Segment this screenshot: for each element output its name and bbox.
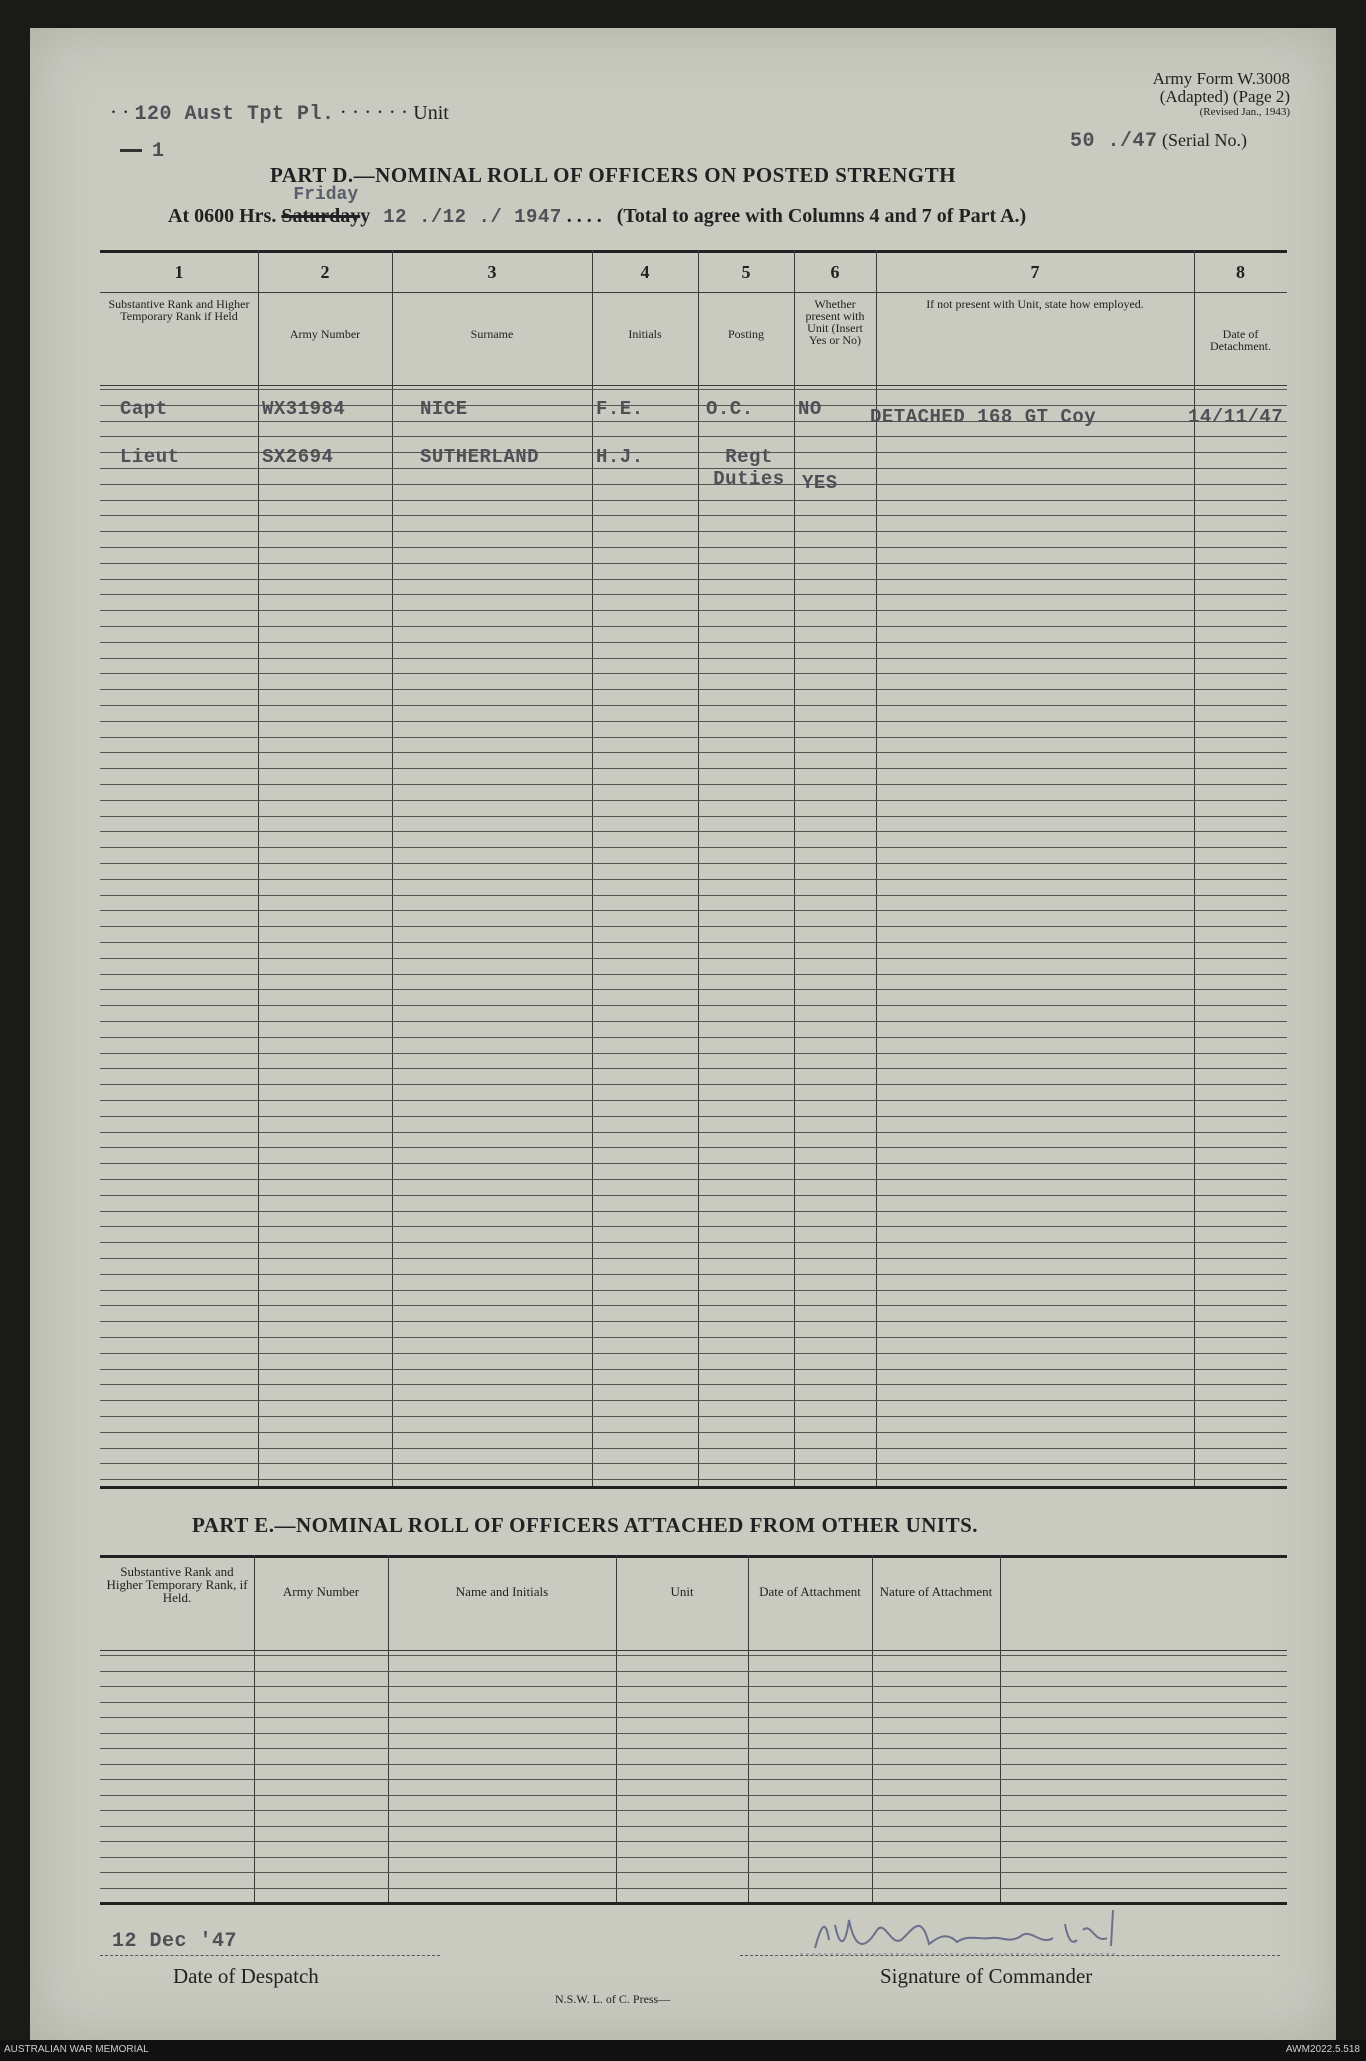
ruled-line (100, 847, 1287, 848)
ruled-line (100, 942, 1287, 943)
part-e-column-divider (748, 1555, 749, 1902)
form-adapted: (Adapted) (Page 2) (1159, 87, 1290, 106)
ruled-line (100, 515, 1287, 516)
part-e-title: PART E.—NOMINAL ROLL OF OFFICERS ATTACHED FROM OTHER UNITS. (192, 1513, 979, 1537)
part-e-ruled-line (100, 1810, 1287, 1811)
column-number-8: 8 (1236, 262, 1245, 282)
roll-cell-r1-c1: Capt (120, 398, 168, 420)
ruled-line (100, 1416, 1287, 1417)
archive-bar (0, 2040, 1366, 2061)
ruled-line (100, 1211, 1287, 1212)
unit-line: · · 120 Aust Tpt Pl. · · · · · · Unit (110, 100, 449, 126)
despatch-label: Date of Despatch (173, 1964, 319, 1988)
ruled-line (100, 974, 1287, 975)
ruled-line (100, 547, 1287, 548)
part-e-column-divider (872, 1555, 873, 1902)
ruled-line (100, 1037, 1287, 1038)
day-inserted: Friday (293, 185, 359, 205)
part-e-ruled-line (100, 1888, 1287, 1889)
ruled-line (100, 642, 1287, 643)
column-header-6: Whether present with Unit (Insert Yes or No) (805, 297, 865, 347)
ruled-line (100, 1479, 1287, 1480)
ruled-line (100, 800, 1287, 801)
part-e-top-rule (100, 1555, 1287, 1558)
roll-cell-r2-c1: Lieut (120, 446, 180, 468)
archive-right-caption: AWM2022.5.518 (1285, 2044, 1360, 2055)
serial-label: (Serial No.) (1162, 130, 1247, 150)
part-e-ruled-line (100, 1795, 1287, 1796)
roll-cell-r1-c8: 14/11/47 (1188, 406, 1284, 428)
ruled-line (100, 626, 1287, 627)
part-e-column-divider (616, 1555, 617, 1902)
printer-imprint: N.S.W. L. of C. Press— (555, 1992, 671, 2006)
column-header-4: Initials (628, 327, 662, 341)
column-number-6: 6 (830, 262, 840, 282)
part-d-title: PART D.—NOMINAL ROLL OF OFFICERS ON POSTED STRENGTH (270, 163, 956, 187)
ruled-line (100, 1384, 1287, 1385)
ruled-line (100, 673, 1287, 674)
ruled-line (100, 831, 1287, 832)
form-identifier (1060, 70, 1290, 118)
column-header-3: Surname (470, 327, 514, 341)
column-number-1: 1 (174, 262, 184, 282)
ruled-line (100, 1053, 1287, 1054)
serial-value: 50 ./47 (1070, 130, 1158, 153)
unit-value: 120 Aust Tpt Pl. (134, 103, 335, 126)
ruled-line (100, 1179, 1287, 1180)
ruled-line (100, 721, 1287, 722)
part-e-ruled-line (100, 1857, 1287, 1858)
column-number-2: 2 (320, 262, 330, 282)
part-d-timestamp: At 0600 Hrs. Friday Saturdayy 12 ./12 ./ 1947 . . . . (Total to agree with Columns 4 and 7 of Part A.) (168, 185, 1027, 228)
ruled-line (100, 768, 1287, 769)
ruled-line (100, 1274, 1287, 1275)
roll-cell-r2-c3: SUTHERLAND (420, 446, 540, 468)
commander-signature (795, 1900, 1195, 1960)
signature-line (740, 1955, 1280, 1956)
roll-cell-r1-c6: NO (798, 398, 822, 420)
ruled-line (100, 1163, 1287, 1164)
ruled-line (100, 1226, 1287, 1227)
ruled-line (100, 579, 1287, 580)
ruled-line (100, 594, 1287, 595)
part-e-ruled-line (100, 1702, 1287, 1703)
ruled-line (100, 1448, 1287, 1449)
part-e-ruled-line (100, 1764, 1287, 1765)
ruled-line (100, 1242, 1287, 1243)
roll-cell-r1-c2: WX31984 (262, 398, 346, 420)
ruled-line (100, 816, 1287, 817)
part-e-column-header-2: Army Number (282, 1584, 360, 1599)
column-header-2: Army Number (289, 327, 361, 341)
roll-cell-r1-c4: F.E. (596, 398, 644, 420)
column-header-7: If not present with Unit, state how employed. (926, 297, 1144, 311)
part-e-column-divider (254, 1555, 255, 1902)
part-e-column-header-1: Substantive Rank and Higher Temporary Rank, if Held. (106, 1564, 248, 1605)
despatch-value: 12 Dec '47 (112, 1930, 238, 1953)
ruled-line (100, 1116, 1287, 1117)
ruled-line (100, 389, 1287, 390)
roll-cell-r1-c3: NICE (420, 398, 468, 420)
ruled-line (100, 500, 1287, 501)
column-header-8: Date of Detachment. (1210, 327, 1271, 353)
ruled-line (100, 879, 1287, 880)
part-e-ruled-line (100, 1733, 1287, 1734)
at-label: At 0600 Hrs. (168, 205, 277, 227)
form-revised: (Revised Jan., 1943) (1199, 106, 1290, 118)
ruled-line (100, 1432, 1287, 1433)
ruled-line (100, 989, 1287, 990)
date-value: 12 ./12 ./ 1947 (383, 206, 562, 228)
ruled-line (100, 436, 1287, 437)
ruled-line (100, 1305, 1287, 1306)
part-e-ruled-line (100, 1671, 1287, 1672)
ruled-line (100, 1337, 1287, 1338)
despatch-line (100, 1955, 440, 1956)
ruled-line (100, 531, 1287, 532)
margin-mark: 1 (120, 140, 165, 163)
ruled-line (100, 1369, 1287, 1370)
roll-cell-r1-c5: O.C. (706, 398, 754, 420)
ruled-line (100, 910, 1287, 911)
roll-cell-r1-c7: DETACHED 168 GT Coy (870, 406, 1097, 428)
ruled-line (100, 1463, 1287, 1464)
ruled-line (100, 752, 1287, 753)
part-d-top-rule (100, 250, 1287, 253)
serial-line (1070, 130, 1247, 153)
column-number-3: 3 (487, 262, 497, 282)
ruled-line (100, 689, 1287, 690)
ruled-line (100, 1147, 1287, 1148)
part-d-number-rule (100, 292, 1287, 293)
part-e-column-header-4: Unit (670, 1584, 694, 1599)
part-e-ruled-line (100, 1872, 1287, 1873)
column-header-1: Substantive Rank and Higher Temporary Rank if Held (108, 297, 250, 323)
ruled-line (100, 1353, 1287, 1354)
column-number-4: 4 (640, 262, 650, 282)
ruled-line (100, 895, 1287, 896)
ruled-line (100, 705, 1287, 706)
ruled-line (100, 1021, 1287, 1022)
ruled-line (100, 926, 1287, 927)
roll-cell-r2-c2: SX2694 (262, 446, 334, 468)
part-e-ruled-line (100, 1841, 1287, 1842)
form-name: Army Form W.3008 (1152, 69, 1290, 88)
part-e-ruled-line (100, 1779, 1287, 1780)
ruled-line (100, 863, 1287, 864)
ruled-line (100, 1068, 1287, 1069)
ruled-line (100, 1400, 1287, 1401)
part-e-column-divider (1000, 1555, 1001, 1902)
ruled-line (100, 1100, 1287, 1101)
part-e-ruled-line (100, 1655, 1287, 1656)
column-number-5: 5 (741, 262, 751, 282)
ruled-line (100, 1195, 1287, 1196)
ruled-line (100, 1321, 1287, 1322)
ruled-line (100, 784, 1287, 785)
part-e-column-divider (388, 1555, 389, 1902)
part-e-ruled-line (100, 1686, 1287, 1687)
part-e-ruled-line (100, 1826, 1287, 1827)
ruled-line (100, 1084, 1287, 1085)
column-header-5: Posting (727, 327, 764, 341)
ruled-line (100, 421, 1287, 422)
part-e-header-rule (100, 1650, 1287, 1651)
archive-left-caption: AUSTRALIAN WAR MEMORIAL (4, 2044, 149, 2055)
part-e-column-header-3: Name and Initials (455, 1584, 549, 1599)
ruled-line (100, 658, 1287, 659)
roll-cell-r2-c4: H.J. (596, 446, 644, 468)
ruled-line (100, 1005, 1287, 1006)
part-e-column-header-5: Date of Attachment (759, 1584, 861, 1599)
part-e-ruled-line (100, 1717, 1287, 1718)
ruled-line (100, 1290, 1287, 1291)
part-e-ruled-line (100, 1748, 1287, 1749)
roll-cell-r2-c6: YES (802, 472, 838, 494)
part-e-column-header-6: Nature of Attachment (879, 1584, 993, 1599)
ruled-line (100, 563, 1287, 564)
day-struck: Saturday (281, 205, 361, 227)
ruled-line (100, 737, 1287, 738)
part-d-bottom-rule (100, 1486, 1287, 1489)
unit-label: Unit (413, 102, 449, 124)
roll-cell-r2-c5: Regt Duties (713, 446, 785, 490)
ruled-line (100, 1258, 1287, 1259)
signature-label: Signature of Commander (880, 1964, 1093, 1988)
part-d-note: (Total to agree with Columns 4 and 7 of Part A.) (616, 205, 1027, 227)
ruled-line (100, 610, 1287, 611)
ruled-line (100, 958, 1287, 959)
column-number-7: 7 (1030, 262, 1040, 282)
part-d-header-rule (100, 385, 1287, 386)
ruled-line (100, 1132, 1287, 1133)
